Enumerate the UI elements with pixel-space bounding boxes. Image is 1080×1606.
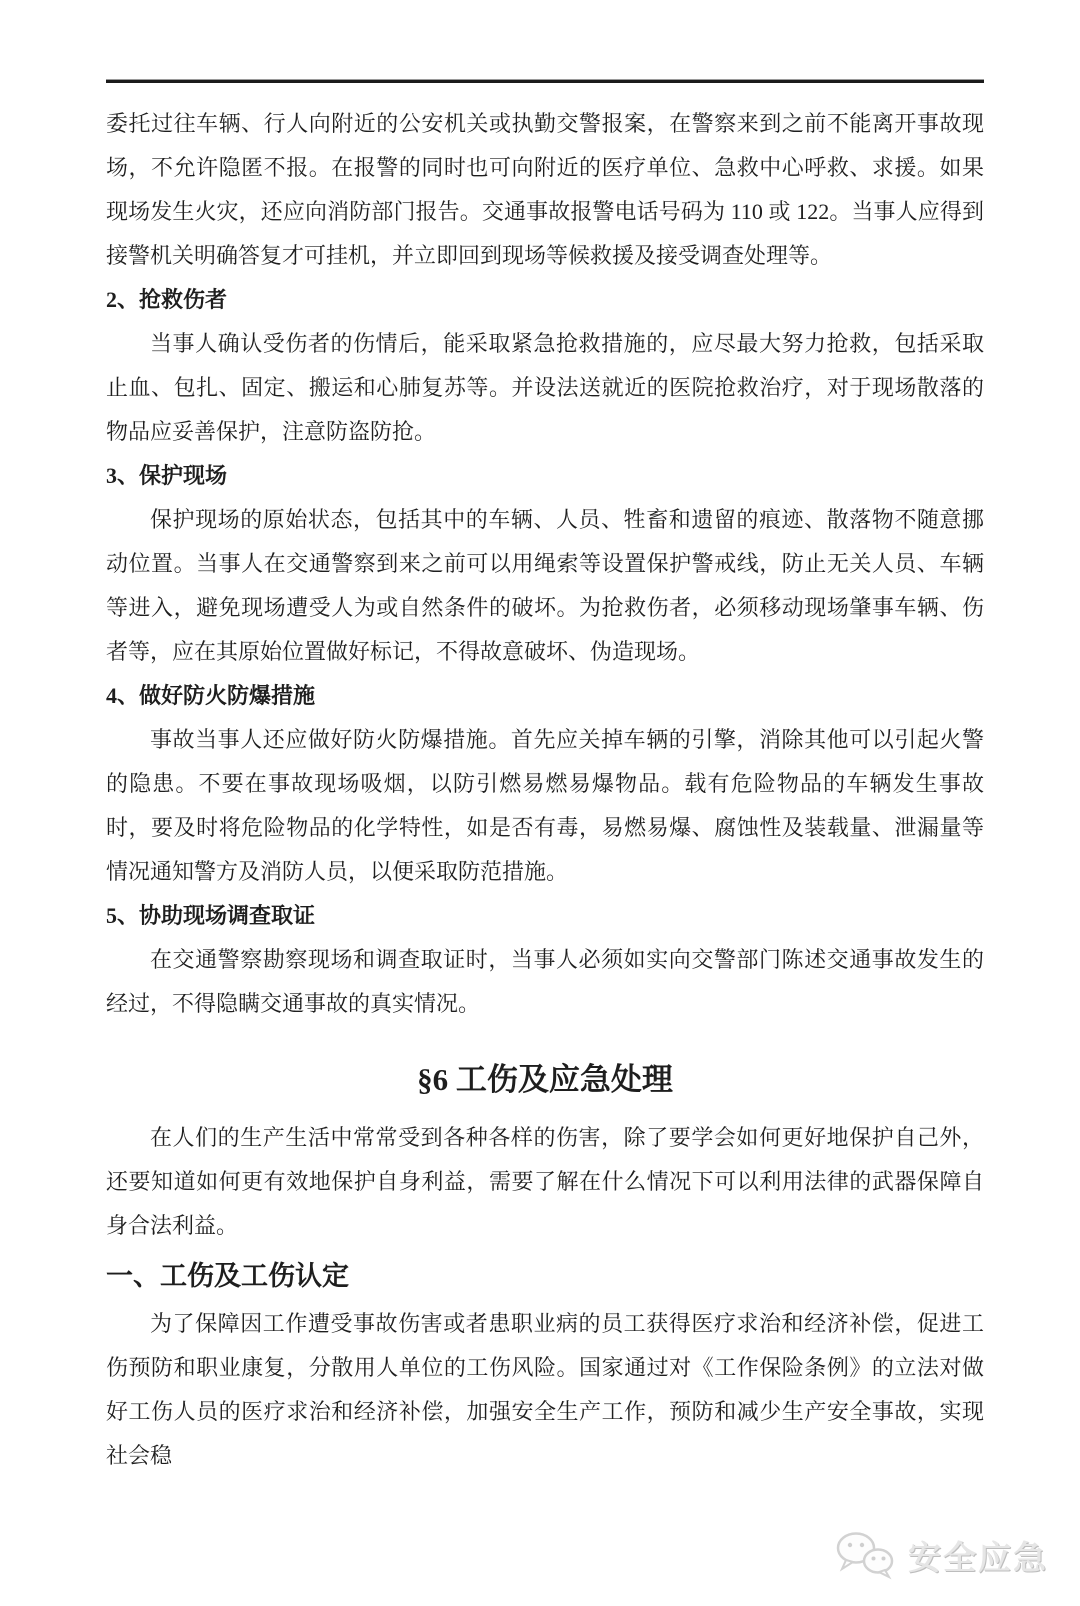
section-body-protect-scene: 保护现场的原始状态，包括其中的车辆、人员、牲畜和遗留的痕迹、散落物不随意挪动位置。当事人在交通警察到来之前可以用绳索等设置保护警戒线，防止无关人员、车辆等进入，避免现场遭受人为或自然条件的破坏。为抢救伤者，必须移动现场肇事车辆、伤者等，应在其原始位置做好标记，不得故意破坏、伪造现场。 xyxy=(106,507,984,664)
document-page xyxy=(0,79,1080,1576)
section-heading-assist-investigation: 5、协助现场调查取证 xyxy=(106,903,316,928)
watermark-badge xyxy=(832,1530,1048,1580)
header-rule xyxy=(106,79,984,83)
page-content xyxy=(106,102,984,1478)
watermark-label: 安全应急 xyxy=(908,1538,1048,1576)
wechat-icon xyxy=(832,1530,898,1580)
chapter-title: §6 工伤及应急处理 xyxy=(417,1062,673,1097)
section-heading-protect-scene: 3、保护现场 xyxy=(106,463,228,488)
section-body-rescue-injured: 当事人确认受伤者的伤情后，能采取紧急抢救措施的，应尽最大努力抢救，包括采取止血、包扎、固定、搬运和心肺复苏等。并设法送就近的医院抢救治疗，对于现场散落的物品应妥善保护，注意防盗防抢。 xyxy=(106,331,984,444)
section-heading-fire-explosion-prevention: 4、做好防火防爆措施 xyxy=(106,683,316,708)
intro-continuation-paragraph: 委托过往车辆、行人向附近的公安机关或执勤交警报案，在警察来到之前不能离开事故现场，不允许隐匿不报。在报警的同时也可向附近的医疗单位、急救中心呼救、求援。如果现场发生火灾，还应向消防部门报告。交通事故报警电话号码为 110 或 122。当事人应得到接警机关明确答复才可挂机，并立即回到现场等候救援及接受调查处理等。 xyxy=(106,111,984,268)
subsection-body-work-injury: 为了保障因工作遭受事故伤害或者患职业病的员工获得医疗求治和经济补偿，促进工伤预防和职业康复，分散用人单位的工伤风险。国家通过对《工作保险条例》的立法对做好工伤人员的医疗求治和经济补偿，加强安全生产工作，预防和减少生产安全事故，实现社会稳 xyxy=(106,1311,984,1468)
section-heading-rescue-injured: 2、抢救伤者 xyxy=(106,287,228,312)
chapter-intro-paragraph: 在人们的生产生活中常常受到各种各样的伤害，除了要学会如何更好地保护自己外，还要知道如何更有效地保护自身利益，需要了解在什么情况下可以利用法律的武器保障自身合法利益。 xyxy=(106,1125,984,1238)
section-body-fire-explosion-prevention: 事故当事人还应做好防火防爆措施。首先应关掉车辆的引擎，消除其他可以引起火警的隐患。不要在事故现场吸烟，以防引燃易燃易爆物品。载有危险物品的车辆发生事故时，要及时将危险物品的化学特性，如是否有毒，易燃易爆、腐蚀性及装载量、泄漏量等情况通知警方及消防人员，以便采取防范措施。 xyxy=(106,727,984,884)
subsection-heading-work-injury: 一、工伤及工伤认定 xyxy=(106,1261,349,1291)
section-body-assist-investigation: 在交通警察勘察现场和调查取证时，当事人必须如实向交警部门陈述交通事故发生的经过，不得隐瞒交通事故的真实情况。 xyxy=(106,947,984,1016)
